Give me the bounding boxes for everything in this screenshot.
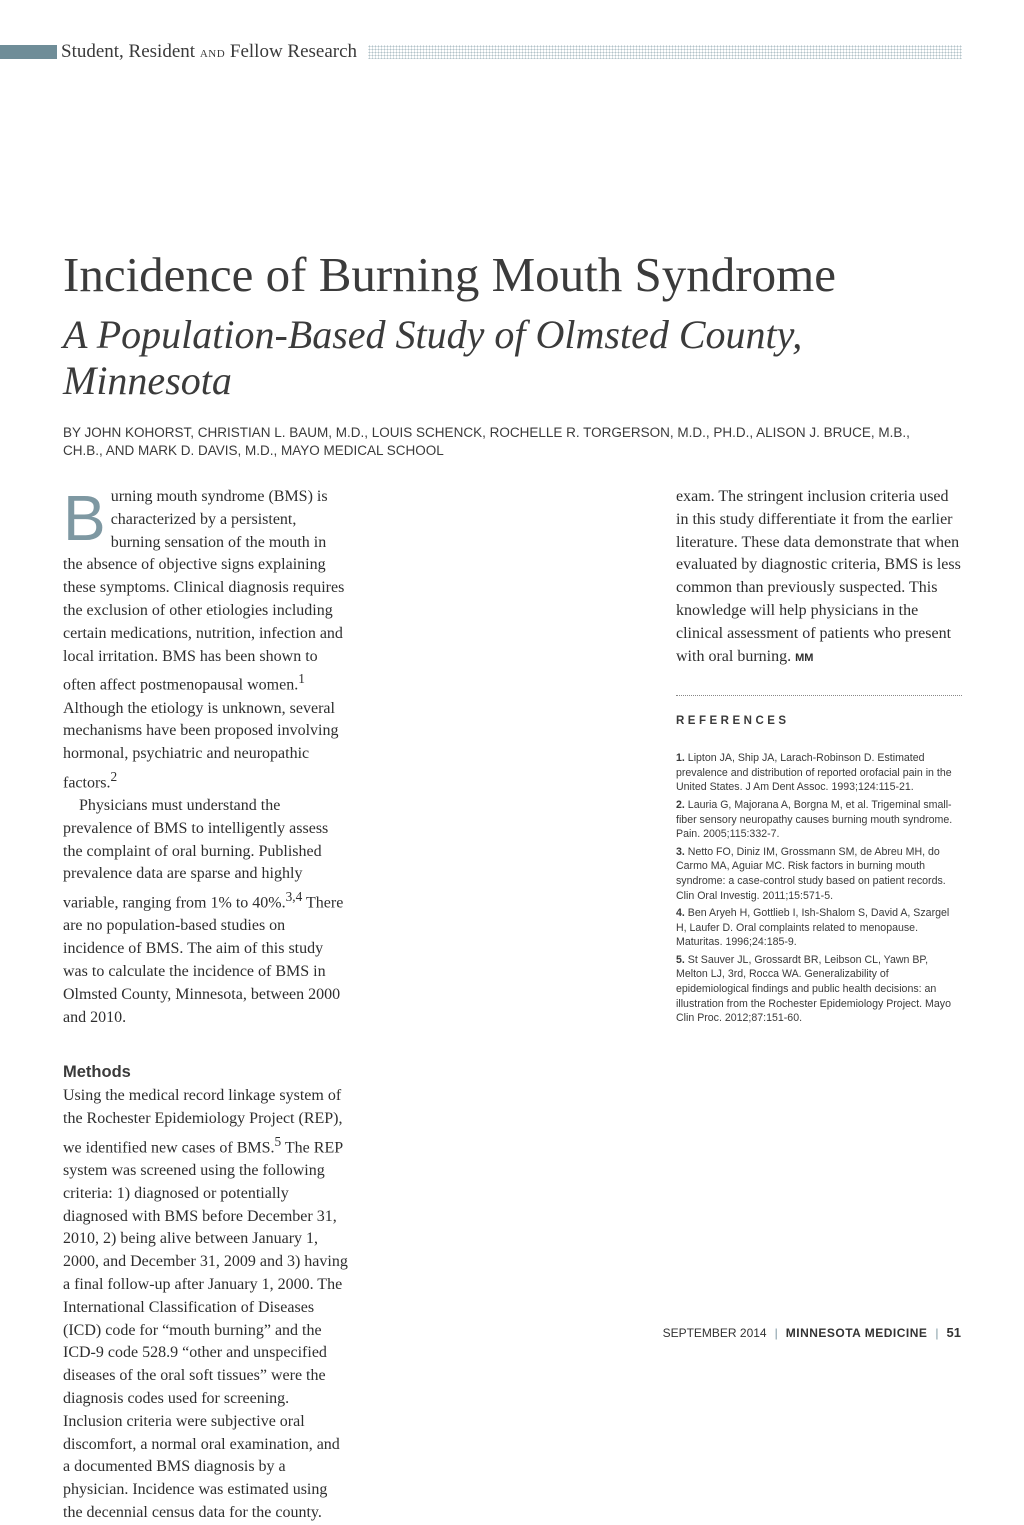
citation-5: 5: [274, 1133, 282, 1149]
reference-number: 4.: [676, 907, 685, 920]
conclusion-text-cont: exam. The stringent inclusion criteria used in this study differentiate it from the earlier literature. These data demonstrate that when evaluated by diagnostic criteria, BMS is less common than previously suspected. This knowledge will help physicians in the clinical assessment of patients who present with oral burning.: [676, 488, 961, 665]
intro-text-2: Physicians must understand the prevalence of BMS to intelligently assess the complaint of oral burning. Published prevalence data are sparse and highly variable, ranging from 1% to 40%.: [63, 797, 329, 912]
citation-3-4: 3,4: [285, 889, 303, 905]
reference-number: 2.: [676, 798, 685, 811]
references-heading: REFERENCES: [676, 715, 790, 728]
intro-text-1-cont: Although the etiology is unknown, several mechanisms have been proposed involving hormonal, psychiatric and neuropathic factors.: [63, 699, 339, 792]
reference-text: Lauria G, Majorana A, Borgna M, et al. Trigeminal small-fiber sensory neuropathy causes burning mouth syndrome. Pain. 2005;115:332-7.: [676, 798, 953, 841]
intro-paragraph-2: [63, 795, 349, 1029]
reference-text: Lipton JA, Ship JA, Larach-Robinson D. Estimated prevalence and distribution of reported orofacial pain in the United States. J Am Dent Assoc. 1993;124:115-21.: [676, 752, 952, 794]
section-label-end: Fellow Research: [229, 41, 358, 62]
methods-heading: Methods: [63, 1063, 131, 1082]
section-label: [61, 41, 357, 63]
methods-text: Using the medical record linkage system of the Rochester Epidemiology Project (REP), we identified new cases of BMS.: [63, 1087, 343, 1157]
drop-cap: B: [63, 482, 106, 554]
conclusion-paragraph-cont: [676, 486, 962, 669]
methods-paragraph: [63, 1085, 349, 1524]
methods-text-cont: The REP system was screened using the following criteria: 1) diagnosed or potentially diagnosed with BMS before December 31, 2010, 2) being alive between January 1, 2000, and December 31, 2009 and 3) having a final follow-up after January 1, 2000. The International Classification of Diseases (ICD) code for “mouth burning” and the ICD-9 code 528.9 “other and unspecified diseases of the oral soft tissues” were the diagnosis codes used for screening. Inclusion criteria were subjective oral discomfort, a normal oral examination, and a documented BMS diagnosis by a physician. Incidence was estimated using the decennial census data for the county.: [63, 1139, 348, 1521]
intro-text-2-cont: There are no population-based studies on incidence of BMS. The aim of this study was to calculate the incidence of BMS in Olmsted County, Minnesota, between 2000 and 2010.: [63, 894, 344, 1026]
reference-number: 5.: [676, 953, 685, 966]
reference-item: [676, 751, 962, 795]
page-footer: [663, 1325, 961, 1340]
reference-item: [676, 798, 962, 842]
footer-date: SEPTEMBER 2014: [662, 1326, 767, 1340]
article-subtitle: A Population-Based Study of Olmsted County, Minnesota: [63, 312, 803, 403]
author-byline: BY JOHN KOHORST, CHRISTIAN L. BAUM, M.D., LOUIS SCHENCK, ROCHELLE R. TORGERSON, M.D., PH.D., ALISON J. BRUCE, M.B., CH.B., AND MARK D. DAVIS, M.D., MAYO MEDICAL SCHOOL: [63, 425, 910, 458]
section-label-and: AND: [199, 48, 226, 60]
citation-1: 1: [298, 671, 305, 687]
end-mark: MM: [795, 651, 814, 664]
references-divider: [676, 695, 962, 696]
column-1: [63, 482, 349, 1525]
section-color-block: [0, 45, 57, 59]
reference-number: 3.: [676, 845, 685, 858]
footer-journal-name: MINNESOTA MEDICINE: [785, 1326, 928, 1340]
page-number: 51: [946, 1325, 961, 1340]
reference-item: [676, 953, 962, 1026]
reference-item: [676, 845, 962, 903]
citation-2: 2: [110, 768, 118, 784]
section-label-main: Student, Resident: [61, 41, 196, 62]
column-3: [676, 486, 962, 1029]
intro-paragraph-1: [63, 482, 349, 795]
section-dot-pattern: [368, 45, 962, 59]
reference-text: Ben Aryeh H, Gottlieb I, Ish-Shalom S, David A, Szargel H, Laufer D. Oral complaints related to menopause. Maturitas. 1996;24:185-9.: [676, 907, 950, 949]
footer-separator: |: [774, 1326, 778, 1340]
section-banner: [0, 42, 962, 62]
reference-item: [676, 906, 962, 950]
reference-text: St Sauver JL, Grossardt BR, Leibson CL, Yawn BP, Melton LJ, 3rd, Rocca WA. Generalizability of epidemiological findings and public health decisions: an illustration from the Rochester Epidemiology Project. Mayo Clin Proc. 2012;87:151-60.: [676, 953, 951, 1025]
intro-text-1: urning mouth syndrome (BMS) is characterized by a persistent, burning sensation of the mouth in the absence of objective signs explaining these symptoms. Clinical diagnosis requires the exclusion of other etiologies including certain medications, nutrition, infection and local irritation. BMS has been shown to often affect postmenopausal women.: [63, 488, 345, 694]
reference-text: Netto FO, Diniz IM, Grossmann SM, de Abreu MH, do Carmo MA, Aguiar MC. Risk factors in burning mouth syndrome: a case-control study based on patient records. Clin Oral Investig. 2011;15:571-5.: [676, 845, 946, 902]
footer-separator: |: [935, 1326, 939, 1340]
article-title: Incidence of Burning Mouth Syndrome: [63, 247, 836, 302]
reference-number: 1.: [676, 752, 685, 765]
references-list: [676, 751, 962, 1026]
